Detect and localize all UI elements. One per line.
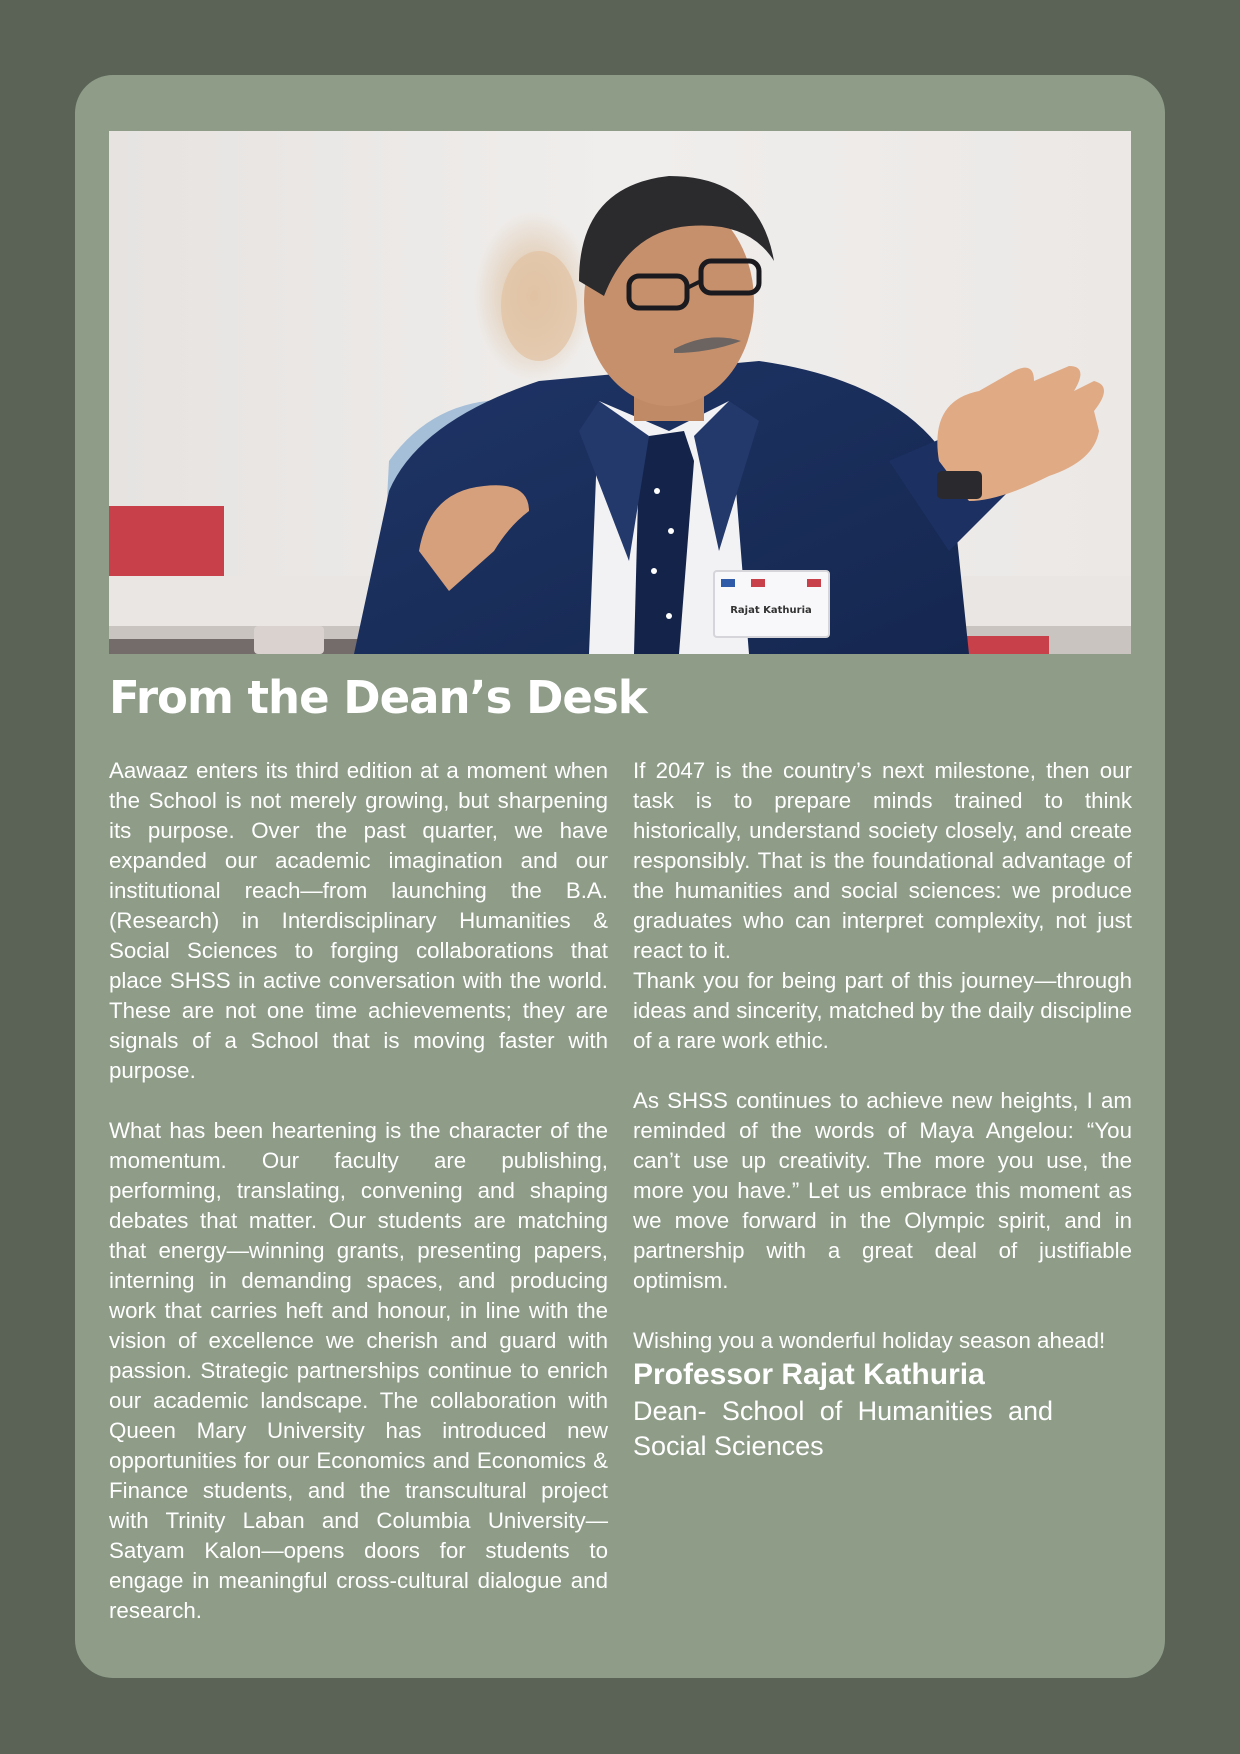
right-column: [633, 756, 1132, 1464]
paragraph-wishes: Wishing you a wonderful holiday season ahead!: [633, 1328, 1106, 1353]
name-badge-text: Rajat Kathuria: [730, 605, 812, 616]
signature-name: Professor Rajat Kathuria: [633, 1358, 985, 1391]
left-column: [109, 756, 608, 1626]
dean-message-card: [75, 75, 1165, 1678]
paragraph-thanks: Thank you for being part of this journey—through ideas and sincerity, matched by the daily discipline of a rare work ethic.: [633, 968, 1132, 1053]
paragraph-milestone: If 2047 is the country’s next milestone, then our task is to prepare minds trained to think historically, understand society closely, and create responsibly. That is the foundational advantage of the humanities and social sciences: we produce graduates who can interpret complexity, not just react to it.: [633, 758, 1132, 963]
paragraph-intro: Aawaaz enters its third edition at a moment when the School is not merely growing, but sharpening its purpose. Over the past quarter, we have expanded our academic imagination and our institutional reach—from launching the B.A. (Research) in Interdisciplinary Humanities & Social Sciences to forging collaborations that place SHSS in active conversation with the world. These are not one time achievements; they are signals of a School that is moving faster with purpose.: [109, 758, 608, 1083]
paragraph-momentum: What has been heartening is the character of the momentum. Our faculty are publishing, performing, translating, convening and shaping debates that matter. Our students are matching that energy—winning grants, presenting papers, interning in demanding spaces, and producing work that carries heft and honour, in line with the vision of excellence we cherish and guard with passion. Strategic partnerships continue to enrich our academic landscape. The collaboration with Queen Mary University has introduced new opportunities for our Economics and Economics & Finance students, and the transcultural project with Trinity Laban and Columbia University—Satyam Kalon—opens doors for students to engage in meaningful cross-cultural dialogue and research.: [109, 1118, 608, 1623]
page-title: From the Dean’s Desk: [109, 671, 647, 724]
name-badge: [714, 571, 829, 637]
signature-title: Dean- School of Humanities and Social Sciences: [633, 1396, 1053, 1461]
dean-photo: [109, 131, 1131, 654]
dean-photo-illustration: [109, 131, 1131, 654]
paragraph-quote: As SHSS continues to achieve new heights, I am reminded of the words of Maya Angelou: “You can’t use up creativity. The more you use, the more you have.” Let us embrace this moment as we move forward in the Olympic spirit, and in partnership with a great deal of justifiable optimism.: [633, 1088, 1132, 1293]
